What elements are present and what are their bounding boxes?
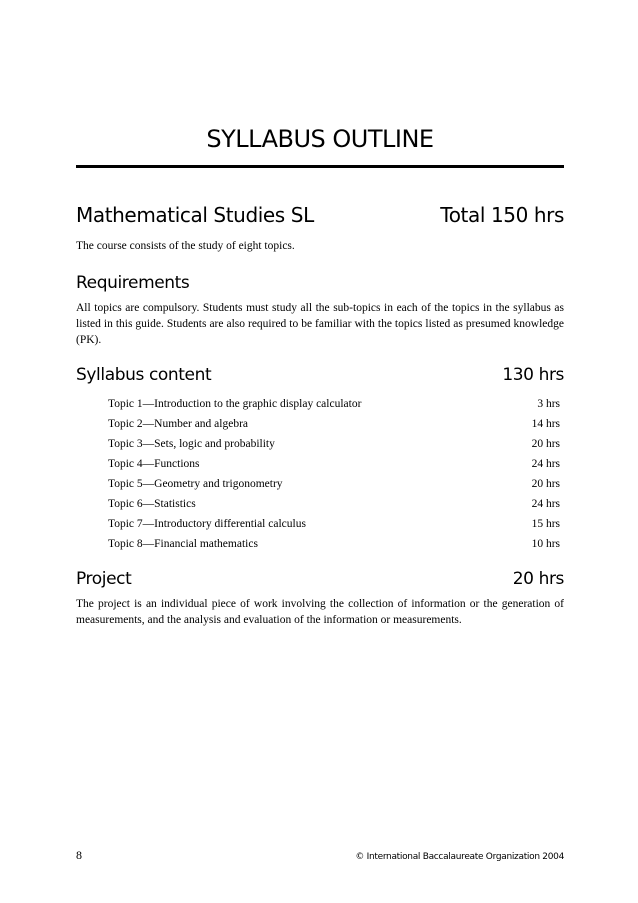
- requirements-title: Requirements: [76, 273, 190, 293]
- topic-name: Topic 7—Introductory differential calculus: [108, 518, 306, 530]
- topic-hours: 20 hrs: [531, 438, 560, 450]
- topic-hours: 14 hrs: [531, 418, 560, 430]
- topic-name: Topic 2—Number and algebra: [108, 418, 249, 430]
- topic-hours: 3 hrs: [537, 398, 560, 410]
- topic-row: [108, 474, 560, 494]
- course-heading: [76, 198, 564, 232]
- topic-hours: 20 hrs: [531, 478, 560, 490]
- topic-row: [108, 454, 560, 474]
- topic-name: Topic 6—Statistics: [108, 498, 196, 510]
- project-hours: 20 hrs: [512, 569, 564, 589]
- syllabus-content-title: Syllabus content: [76, 365, 212, 385]
- course-name: Mathematical Studies SL: [76, 203, 314, 227]
- topic-row: [108, 534, 560, 554]
- project-text: The project is an individual piece of work involving the collection of information or the generation of measurements, and the analysis and evaluation of the information or measurements.: [76, 598, 564, 626]
- copyright-notice: © International Baccalaureate Organization 2004: [355, 852, 564, 862]
- topic-row: [108, 514, 560, 534]
- topic-name: Topic 4—Functions: [108, 458, 200, 470]
- project-heading: [76, 566, 564, 592]
- course-total-hours: Total 150 hrs: [440, 203, 564, 227]
- topic-hours: 24 hrs: [531, 498, 560, 510]
- topic-hours: 10 hrs: [531, 538, 560, 550]
- course-intro: The course consists of the study of eight topics.: [76, 240, 295, 252]
- topic-hours: 24 hrs: [531, 458, 560, 470]
- page-title: SYLLABUS OUTLINE: [206, 125, 434, 153]
- topic-name: Topic 3—Sets, logic and probability: [108, 438, 275, 450]
- page-content: [76, 198, 564, 628]
- requirements-heading: [76, 270, 564, 296]
- syllabus-content-heading: [76, 362, 564, 388]
- topic-row: [108, 394, 560, 414]
- topic-row: [108, 414, 560, 434]
- topic-name: Topic 1—Introduction to the graphic display calculator: [108, 398, 362, 410]
- topic-hours: 15 hrs: [531, 518, 560, 530]
- syllabus-content-hours: 130 hrs: [502, 365, 564, 385]
- title-rule: [76, 165, 564, 168]
- topic-name: Topic 8—Financial mathematics: [108, 538, 258, 550]
- project-title: Project: [76, 569, 132, 589]
- topic-row: [108, 434, 560, 454]
- topic-row: [108, 494, 560, 514]
- topic-list: [76, 394, 564, 554]
- requirements-text: All topics are compulsory. Students must study all the sub-topics in each of the topics in the syllabus as listed in this guide. Students are also required to be familiar with the topics listed as presumed knowledge (PK).: [76, 302, 564, 346]
- page-number: 8: [76, 848, 82, 862]
- topic-name: Topic 5—Geometry and trigonometry: [108, 478, 283, 490]
- page-footer: [76, 848, 564, 863]
